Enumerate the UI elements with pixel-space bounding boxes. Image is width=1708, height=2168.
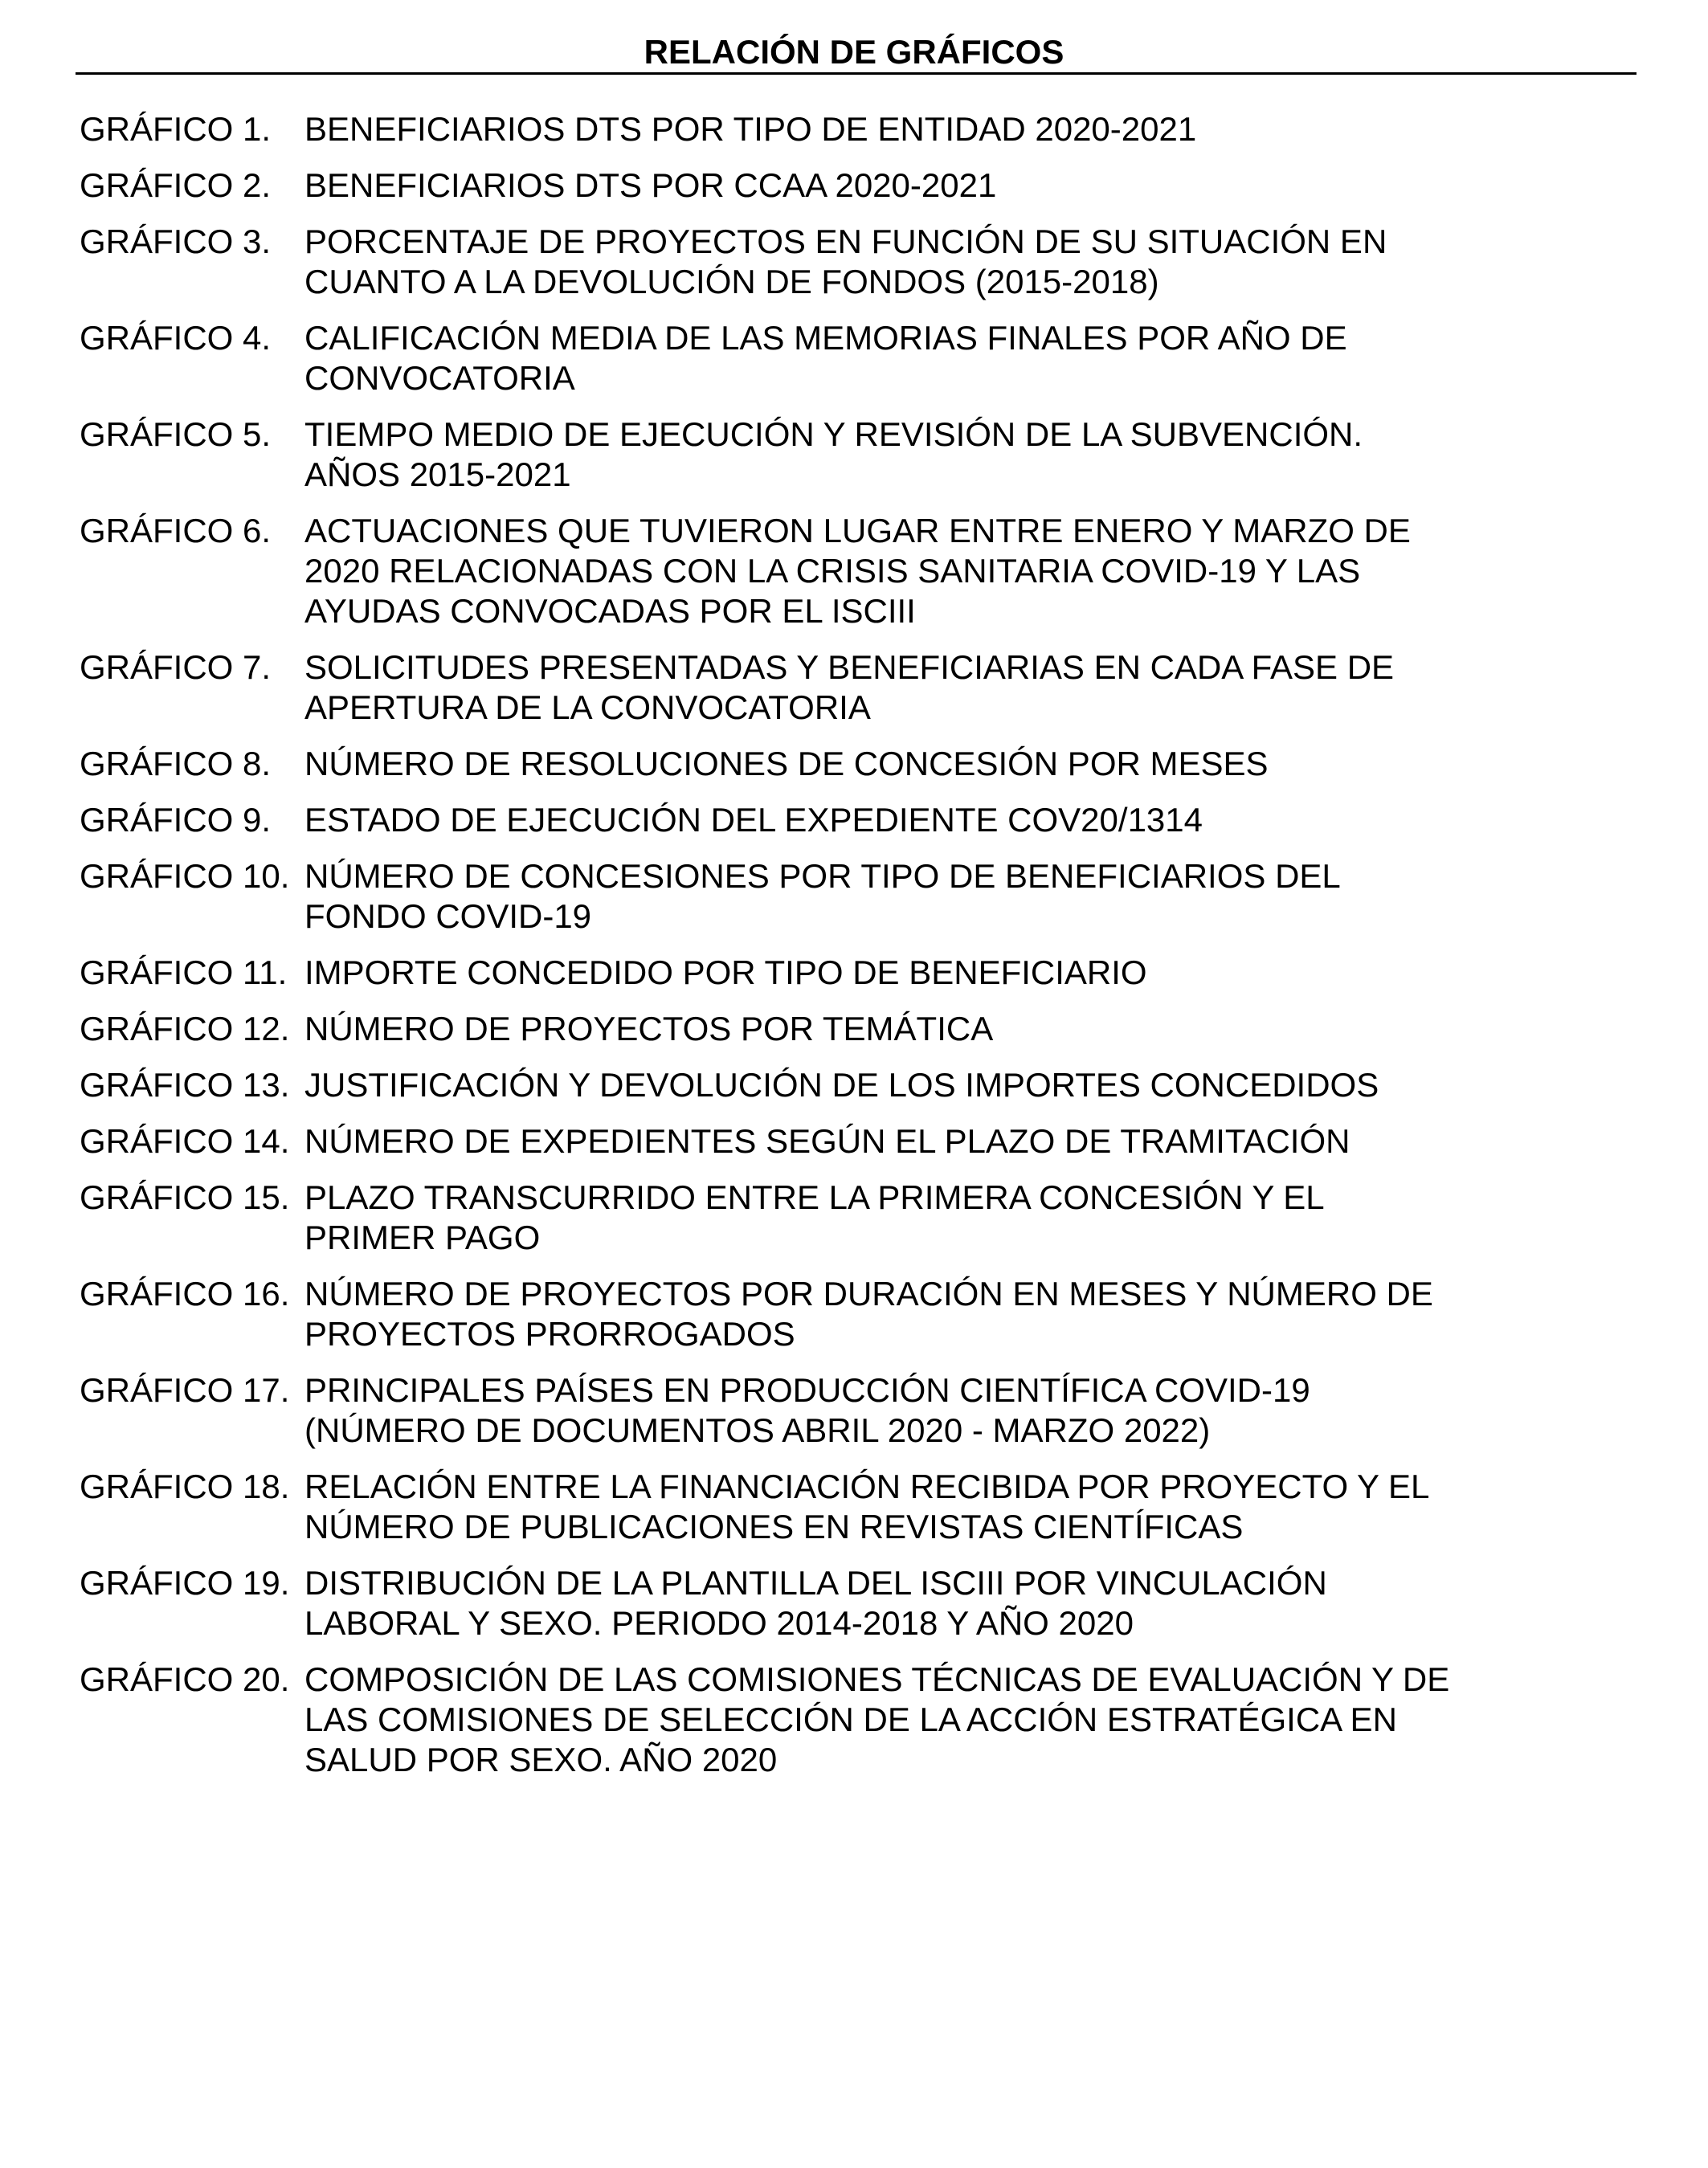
entry-label: GRÁFICO 13. bbox=[80, 1066, 290, 1104]
entry-title-line: COMPOSICIÓN DE LAS COMISIONES TÉCNICAS DE EVALUACIÓN Y DE bbox=[304, 1660, 1450, 1698]
entry-label: GRÁFICO 5. bbox=[80, 415, 272, 453]
entry-title bbox=[304, 1467, 1429, 1547]
index-entry bbox=[80, 1660, 1449, 1780]
entry-label: GRÁFICO 4. bbox=[80, 319, 272, 357]
index-entry bbox=[80, 953, 1449, 993]
entry-title bbox=[304, 1563, 1327, 1643]
entry-title-line: NÚMERO DE RESOLUCIONES DE CONCESIÓN POR MESES bbox=[304, 745, 1269, 782]
entry-title-line: SOLICITUDES PRESENTADAS Y BENEFICIARIAS EN CADA FASE DE bbox=[304, 648, 1395, 686]
entry-title-line: LABORAL Y SEXO. PERIODO 2014-2018 Y AÑO 2020 bbox=[304, 1604, 1134, 1642]
entry-title-line: RELACIÓN ENTRE LA FINANCIACIÓN RECIBIDA POR PROYECTO Y EL bbox=[304, 1468, 1430, 1505]
index-entry bbox=[80, 1009, 1449, 1049]
entry-title-line: CUANTO A LA DEVOLUCIÓN DE FONDOS (2015-2018) bbox=[304, 263, 1159, 300]
entry-title-line: DISTRIBUCIÓN DE LA PLANTILLA DEL ISCIII POR VINCULACIÓN bbox=[304, 1564, 1327, 1602]
index-entry bbox=[80, 1563, 1449, 1643]
entry-title bbox=[304, 1660, 1449, 1780]
entry-title-line: PORCENTAJE DE PROYECTOS EN FUNCIÓN DE SU SITUACIÓN EN bbox=[304, 223, 1387, 260]
entry-title-line: TIEMPO MEDIO DE EJECUCIÓN Y REVISIÓN DE LA SUBVENCIÓN. bbox=[304, 415, 1363, 453]
index-entry bbox=[80, 1121, 1449, 1162]
chart-index-list bbox=[80, 109, 1449, 1796]
index-entry bbox=[80, 1065, 1449, 1105]
entry-title-line: CALIFICACIÓN MEDIA DE LAS MEMORIAS FINALES POR AÑO DE bbox=[304, 319, 1347, 357]
entry-title bbox=[304, 1121, 1350, 1162]
entry-title bbox=[304, 1274, 1433, 1354]
entry-title bbox=[304, 647, 1394, 728]
index-entry bbox=[80, 856, 1449, 937]
entry-title-line: FONDO COVID-19 bbox=[304, 897, 592, 935]
entry-title bbox=[304, 318, 1347, 398]
entry-label: GRÁFICO 7. bbox=[80, 648, 272, 686]
entry-label: GRÁFICO 6. bbox=[80, 512, 272, 549]
entry-label: GRÁFICO 14. bbox=[80, 1122, 290, 1160]
index-entry bbox=[80, 800, 1449, 840]
entry-label: GRÁFICO 9. bbox=[80, 801, 272, 839]
title-divider bbox=[76, 72, 1636, 75]
index-entry bbox=[80, 647, 1449, 728]
entry-label: GRÁFICO 12. bbox=[80, 1010, 290, 1047]
entry-title-line: PRINCIPALES PAÍSES EN PRODUCCIÓN CIENTÍFICA COVID-19 bbox=[304, 1371, 1310, 1409]
entry-label: GRÁFICO 20. bbox=[80, 1660, 290, 1698]
entry-title-line: AÑOS 2015-2021 bbox=[304, 455, 571, 493]
entry-title bbox=[304, 856, 1341, 937]
entry-title bbox=[304, 1370, 1310, 1451]
entry-title-line: NÚMERO DE PROYECTOS POR TEMÁTICA bbox=[304, 1010, 994, 1047]
entry-title bbox=[304, 800, 1203, 840]
entry-title-line: (NÚMERO DE DOCUMENTOS ABRIL 2020 - MARZO 2022) bbox=[304, 1411, 1211, 1449]
entry-title-line: AYUDAS CONVOCADAS POR EL ISCIII bbox=[304, 592, 916, 630]
entry-title bbox=[304, 1065, 1379, 1105]
entry-title-line: APERTURA DE LA CONVOCATORIA bbox=[304, 688, 871, 726]
index-entry bbox=[80, 511, 1449, 631]
entry-title-line: PLAZO TRANSCURRIDO ENTRE LA PRIMERA CONCESIÓN Y EL bbox=[304, 1178, 1325, 1216]
entry-label: GRÁFICO 11. bbox=[80, 953, 288, 991]
entry-title bbox=[304, 222, 1387, 302]
entry-label: GRÁFICO 19. bbox=[80, 1564, 290, 1602]
entry-label: GRÁFICO 15. bbox=[80, 1178, 290, 1216]
entry-label: GRÁFICO 2. bbox=[80, 166, 272, 204]
entry-title bbox=[304, 511, 1411, 631]
entry-label: GRÁFICO 17. bbox=[80, 1371, 290, 1409]
index-entry bbox=[80, 109, 1449, 149]
entry-title-line: PROYECTOS PRORROGADOS bbox=[304, 1315, 795, 1353]
entry-title bbox=[304, 109, 1196, 149]
entry-title-line: ESTADO DE EJECUCIÓN DEL EXPEDIENTE COV20/1314 bbox=[304, 801, 1203, 839]
entry-title-line: 2020 RELACIONADAS CON LA CRISIS SANITARIA COVID-19 Y LAS bbox=[304, 552, 1361, 590]
entry-title bbox=[304, 1178, 1325, 1258]
index-entry bbox=[80, 222, 1449, 302]
entry-title-line: PRIMER PAGO bbox=[304, 1219, 541, 1256]
index-entry bbox=[80, 1178, 1449, 1258]
index-entry bbox=[80, 165, 1449, 206]
entry-label: GRÁFICO 16. bbox=[80, 1275, 290, 1313]
entry-title-line: CONVOCATORIA bbox=[304, 359, 575, 397]
entry-label: GRÁFICO 3. bbox=[80, 223, 272, 260]
index-entry bbox=[80, 1370, 1449, 1451]
index-entry bbox=[80, 318, 1449, 398]
entry-title-line: LAS COMISIONES DE SELECCIÓN DE LA ACCIÓN ESTRATÉGICA EN bbox=[304, 1701, 1397, 1738]
entry-label: GRÁFICO 10. bbox=[80, 857, 290, 895]
entry-title bbox=[304, 1009, 993, 1049]
entry-label: GRÁFICO 18. bbox=[80, 1468, 290, 1505]
index-entry bbox=[80, 414, 1449, 495]
entry-title-line: NÚMERO DE PUBLICACIONES EN REVISTAS CIENTÍFICAS bbox=[304, 1508, 1244, 1545]
entry-title bbox=[304, 414, 1363, 495]
entry-label: GRÁFICO 8. bbox=[80, 745, 272, 782]
entry-title-line: NÚMERO DE PROYECTOS POR DURACIÓN EN MESES Y NÚMERO DE bbox=[304, 1275, 1433, 1313]
entry-title-line: ACTUACIONES QUE TUVIERON LUGAR ENTRE ENERO Y MARZO DE bbox=[304, 512, 1411, 549]
entry-title-line: JUSTIFICACIÓN Y DEVOLUCIÓN DE LOS IMPORTES CONCEDIDOS bbox=[304, 1066, 1379, 1104]
entry-title-line: NÚMERO DE EXPEDIENTES SEGÚN EL PLAZO DE TRAMITACIÓN bbox=[304, 1122, 1350, 1160]
index-entry bbox=[80, 744, 1449, 784]
entry-title-line: IMPORTE CONCEDIDO POR TIPO DE BENEFICIARIO bbox=[304, 953, 1147, 991]
entry-title bbox=[304, 165, 996, 206]
entry-title-line: BENEFICIARIOS DTS POR CCAA 2020-2021 bbox=[304, 166, 997, 204]
index-entry bbox=[80, 1467, 1449, 1547]
entry-label: GRÁFICO 1. bbox=[80, 110, 272, 148]
entry-title bbox=[304, 744, 1269, 784]
index-entry bbox=[80, 1274, 1449, 1354]
entry-title-line: SALUD POR SEXO. AÑO 2020 bbox=[304, 1741, 778, 1778]
entry-title bbox=[304, 953, 1147, 993]
page-title: RELACIÓN DE GRÁFICOS bbox=[644, 33, 1064, 71]
entry-title-line: BENEFICIARIOS DTS POR TIPO DE ENTIDAD 2020-2021 bbox=[304, 110, 1197, 148]
entry-title-line: NÚMERO DE CONCESIONES POR TIPO DE BENEFICIARIOS DEL bbox=[304, 857, 1341, 895]
